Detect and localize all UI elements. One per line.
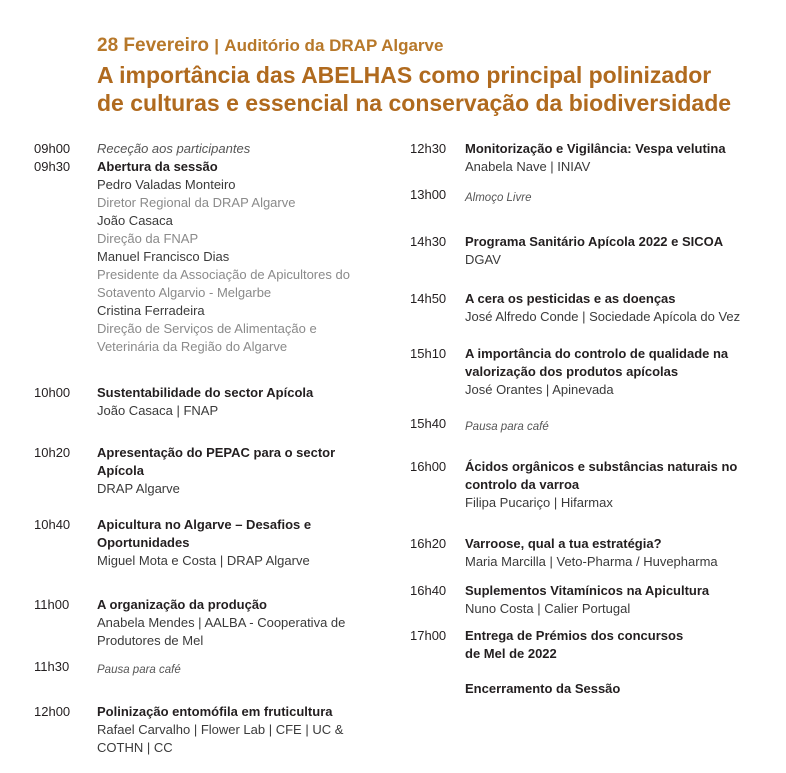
entry-body [97,158,387,356]
entry-time: 17h00 [410,628,447,643]
entry-title: Sustentabilidade do sector Apícola [97,385,314,400]
entry-time: 10h40 [34,517,71,532]
entry-title: Oportunidades [97,535,190,550]
entry-speaker: COTHN | CC [97,740,173,755]
program-header [97,33,777,117]
entry-body [465,582,786,618]
event-title-line-2: de culturas e essencial na conservação da biodiversidade [97,90,732,116]
entry-time: 16h00 [410,459,447,474]
entry-title: A organização da produção [97,597,267,612]
entry-title: Apícola [97,463,144,478]
event-venue: Auditório da DRAP Algarve [224,36,444,55]
entry-time: 12h30 [410,141,447,156]
person-name: Pedro Valadas Monteiro [97,177,236,192]
person-role: Sotavento Algarvio - Melgarbe [97,285,272,300]
entry-time: 10h20 [34,445,71,460]
entry-title: A importância do controlo de qualidade na [465,346,729,361]
entry-time: 16h20 [410,536,447,551]
entry-title: A cera os pesticidas e as doenças [465,291,676,306]
entry-body [465,680,786,698]
entry-speaker: Filipa Pucariço | Hifarmax [465,495,613,510]
entry-title: Programa Sanitário Apícola 2022 e SICOA [465,234,724,249]
entry-time: 09h30 [34,159,71,174]
person-role: Veterinária da Região do Algarve [97,339,288,354]
entry-speaker: Rafael Carvalho | Flower Lab | CFE | UC & [97,722,344,737]
entry-time: 11h00 [34,597,70,612]
person-role: Direção de Serviços de Alimentação e [97,321,317,336]
entry-speaker: Anabela Mendes | AALBA - Cooperativa de [97,615,346,630]
person-name: Cristina Ferradeira [97,303,205,318]
entry-title: Monitorização e Vigilância: Vespa velutina [465,141,726,156]
entry-body [97,444,387,498]
entry-speaker: José Orantes | Apinevada [465,382,614,397]
entry-title: Varroose, qual a tua estratégia? [465,536,662,551]
person-name: João Casaca [97,213,173,228]
entry-title: Encerramento da Sessão [465,681,621,696]
entry-speaker: Nuno Costa | Calier Portugal [465,601,631,616]
entry-title: Apresentação do PEPAC para o sector [97,445,336,460]
entry-time: 11h30 [34,659,70,674]
entry-body [97,596,387,650]
entry-body [465,186,786,207]
entry-body [465,627,786,663]
entry-speaker: Produtores de Mel [97,633,204,648]
entry-speaker: Anabela Nave | INIAV [465,159,591,174]
entry-title: Ácidos orgânicos e substâncias naturais no [465,459,738,474]
entry-title: de Mel de 2022 [465,646,557,661]
entry-body [97,703,387,757]
entry-body [465,345,786,399]
event-title-line-1: A importância das ABELHAS como principal polinizador [97,62,712,88]
date-separator: | [214,36,220,55]
entry-title: Entrega de Prémios dos concursos [465,628,684,643]
entry-body [465,458,786,512]
entry-title: valorização dos produtos apícolas [465,364,679,379]
entry-title: Abertura da sessão [97,159,218,174]
event-date: 28 Fevereiro [97,35,209,56]
entry-body [465,415,786,436]
entry-body [97,140,387,158]
entry-time: 15h10 [410,346,447,361]
person-role: Presidente da Associação de Apicultores do [97,267,350,282]
entry-time: 16h40 [410,583,447,598]
entry-speaker: João Casaca | FNAP [97,403,219,418]
entry-speaker: Maria Marcilla | Veto-Pharma / Huvepharma [465,554,718,569]
entry-body [97,658,387,679]
entry-body [97,516,387,570]
entry-speaker: DGAV [465,252,501,267]
entry-body [465,535,786,571]
date-venue-line [97,33,777,59]
entry-title: controlo da varroa [465,477,580,492]
entry-note: Almoço Livre [465,192,532,204]
entry-time: 10h00 [34,385,71,400]
entry-note: Pausa para café [97,664,181,676]
entry-speaker: Miguel Mota e Costa | DRAP Algarve [97,553,310,568]
entry-title: Apicultura no Algarve – Desafios e [97,517,312,532]
entry-time: 14h30 [410,234,447,249]
entry-time: 09h00 [34,141,71,156]
entry-time: 13h00 [410,187,447,202]
entry-body [97,384,387,420]
entry-body [465,290,786,326]
entry-body [465,140,786,176]
entry-note: Pausa para café [465,421,549,433]
person-name: Manuel Francisco Dias [97,249,230,264]
entry-time: 12h00 [34,704,71,719]
entry-time: 15h40 [410,416,447,431]
entry-title: Polinização entomófila em fruticultura [97,704,333,719]
entry-title: Suplementos Vitamínicos na Apicultura [465,583,710,598]
entry-speaker: José Alfredo Conde | Sociedade Apícola do Vez [465,309,741,324]
event-title [97,61,777,117]
entry-body [465,233,786,269]
entry-note: Receção aos participantes [97,141,251,156]
entry-speaker: DRAP Algarve [97,481,180,496]
entry-time: 14h50 [410,291,447,306]
person-role: Diretor Regional da DRAP Algarve [97,195,296,210]
person-role: Direção da FNAP [97,231,199,246]
